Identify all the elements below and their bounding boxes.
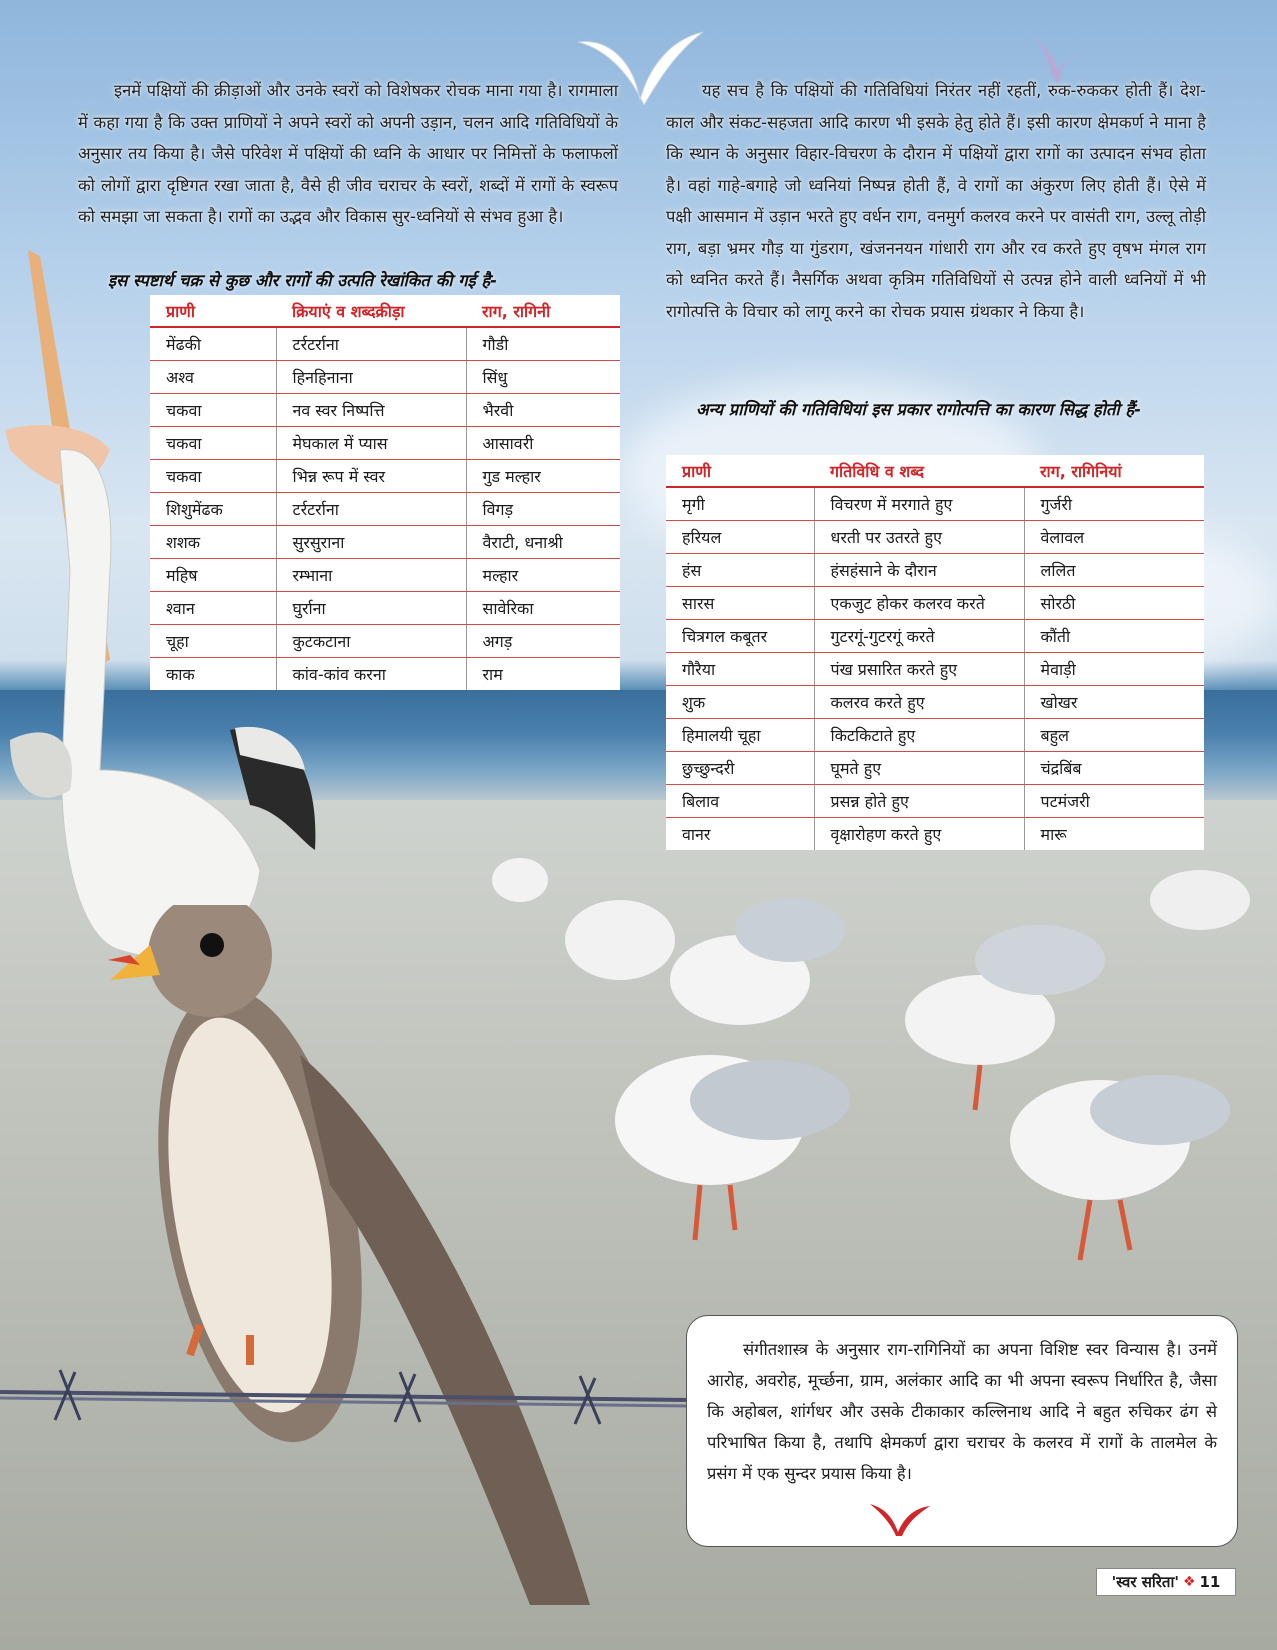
animal-cell: हरियल <box>666 520 814 553</box>
animal-cell: शुक <box>666 685 814 718</box>
animal-cell: छुच्छुन्दरी <box>666 751 814 784</box>
animal-cell: शशक <box>150 525 276 558</box>
column-header-raga: राग, रागिनियां <box>1024 455 1204 487</box>
activity-cell: धरती पर उतरते हुए <box>814 520 1024 553</box>
activity-cell: वृक्षारोहण करते हुए <box>814 817 1024 850</box>
activity-cell: मेघकाल में प्यास <box>276 426 466 459</box>
raga-cell: कौंती <box>1024 619 1204 652</box>
activity-cell: नव स्वर निष्पत्ति <box>276 393 466 426</box>
animal-cell: वानर <box>666 817 814 850</box>
table-row <box>150 327 620 360</box>
animal-cell: चकवा <box>150 459 276 492</box>
table-row <box>150 525 620 558</box>
table-row <box>666 619 1204 652</box>
activity-cell: सुरसुराना <box>276 525 466 558</box>
note-box-text: संगीतशास्त्र के अनुसार राग-रागिनियों का अपना विशिष्ट स्वर विन्यास है। उनमें आरोह, अवरोह, मूर्च्छना, ग्राम, अलंकार आदि का भी अपना स्वरूप निर्धारित है, जैसा कि अहोबल, शांर्गधर और उसके टीकाकार कल्लिनाथ आदि ने बहुत रुचिकर ढंग से परिभाषित किया है, तथापि क्षेमकर्ण द्वारा चराचर के कलरव में रागों के तालमेल के प्रसंग में एक सुन्दर प्रयास किया है। <box>707 1340 1217 1483</box>
column-header-animal: प्राणी <box>150 295 276 327</box>
sound-raga-table <box>150 295 620 690</box>
table-row <box>666 718 1204 751</box>
table-row <box>666 553 1204 586</box>
raga-cell: वैराटी, धनाश्री <box>466 525 620 558</box>
barbed-wire <box>0 1360 690 1430</box>
activity-cell: भिन्न रूप में स्वर <box>276 459 466 492</box>
table-row <box>666 586 1204 619</box>
raga-cell: सावेरिका <box>466 591 620 624</box>
animal-cell: चकवा <box>150 393 276 426</box>
animal-cell: मेंढकी <box>150 327 276 360</box>
raga-cell: मल्हार <box>466 558 620 591</box>
activity-cell: कलरव करते हुए <box>814 685 1024 718</box>
page-number: 11 <box>1199 1573 1221 1591</box>
animal-cell: गौरैया <box>666 652 814 685</box>
activity-cell: हिनहिनाना <box>276 360 466 393</box>
table-header-row <box>666 455 1204 487</box>
right-paragraph <box>666 75 1206 327</box>
note-box <box>686 1315 1238 1547</box>
activity-raga-table <box>666 455 1204 850</box>
table-row <box>150 591 620 624</box>
animal-cell: मृगी <box>666 487 814 520</box>
raga-cell: अगड़ <box>466 624 620 657</box>
activity-cell: हंसहंसाने के दौरान <box>814 553 1024 586</box>
column-header-animal: प्राणी <box>666 455 814 487</box>
table-row <box>666 520 1204 553</box>
table-row <box>666 487 1204 520</box>
right-paragraph-text: यह सच है कि पक्षियों की गतिविधियां निरंतर नहीं रहतीं, रुक-रुककर होती हैं। देश-काल और संकट-सहजता आदि कारण भी इसके हेतु होते हैं। इसी कारण क्षेमकर्ण ने माना है कि स्थान के अनुसार विहार-विचरण के दौरान में पक्षियों द्वारा रागों का उत्पादन संभव होता है। वहां गाहे-बगाहे जो ध्वनियां निष्पन्न होती हैं, वे रागों का अंकुरण लिए होती हैं। ऐसे में पक्षी आसमान में उड़ान भरते हुए वर्धन राग, वनमुर्ग कलरव करने पर वासंती राग, उल्लू तोड़ी राग, बड़ा भ्रमर गौड़ या गुंडराग, खंजननयन गांधारी राग और रव करते हुए वृषभ मंगल राग को ध्वनित करते हैं। नैसर्गिक अथवा कृत्रिम गतिविधियों से उत्पन्न होने वाली ध्वनियों में भी रागोत्पत्ति के विचार को लागू करने का रोचक प्रयास ग्रंथकार ने किया है। <box>666 81 1206 321</box>
activity-cell: कांव-कांव करना <box>276 657 466 690</box>
raga-cell: वेलावल <box>1024 520 1204 553</box>
red-bird-ornament-icon <box>870 1500 930 1536</box>
left-table-caption: इस स्पष्टार्थ चक्र से कुछ और रागों की उत्पति रेखांकित की गई है- <box>108 271 498 290</box>
seagulls-illustration <box>480 840 1277 1300</box>
raga-cell: सिंधु <box>466 360 620 393</box>
animal-cell: अश्व <box>150 360 276 393</box>
diamond-ornament-icon: ❖ <box>1182 1574 1196 1590</box>
raga-cell: चंद्रबिंब <box>1024 751 1204 784</box>
raga-cell: बहुल <box>1024 718 1204 751</box>
animal-cell: महिष <box>150 558 276 591</box>
activity-cell: घूमते हुए <box>814 751 1024 784</box>
table-row <box>666 784 1204 817</box>
animal-cell: चित्रगल कबूतर <box>666 619 814 652</box>
raga-cell: राम <box>482 664 503 684</box>
column-header-activity: क्रियाएं व शब्दक्रीड़ा <box>276 295 466 327</box>
table-row <box>666 817 1204 850</box>
activity-cell: गुटरगूं-गुटरगूं करते <box>814 619 1024 652</box>
activity-cell: टर्रटर्राना <box>276 492 466 525</box>
activity-cell: टर्रटर्राना <box>276 327 466 360</box>
raga-cell: ललित <box>1024 553 1204 586</box>
animal-cell: चकवा <box>150 426 276 459</box>
activity-cell: घुर्राना <box>276 591 466 624</box>
column-header-activity: गतिविधि व शब्द <box>814 455 1024 487</box>
raga-cell: मारू <box>1040 824 1067 844</box>
left-paragraph-text: इनमें पक्षियों की क्रीड़ाओं और उनके स्वरों को विशेषकर रोचक माना गया है। रागमाला में कहा गया है कि उक्त प्राणियों ने अपने स्वरों को अपनी उड़ान, चलन आदि गतिविधियों के अनुसार तय किया है। जैसे परिवेश में पक्षियों की ध्वनि के आधार पर निमित्तों के फलाफलों को लोगों द्वारा दृष्टिगत रखा जाता है, वैसे ही जीव चराचर के स्वरों, शब्दों में रागों के स्वरूप को समझा जा सकता है। रागों का उद्भव और विकास सुर-ध्वनियों से संभव हुआ है। <box>78 81 618 226</box>
raga-cell: आसावरी <box>466 426 620 459</box>
animal-cell: काक <box>150 657 276 690</box>
animal-cell: सारस <box>666 586 814 619</box>
raga-cell: सोरठी <box>1024 586 1204 619</box>
table-row <box>150 492 620 525</box>
animal-cell: शिशुमेंढक <box>150 492 276 525</box>
animal-cell: हंस <box>666 553 814 586</box>
activity-cell: किटकिटाते हुए <box>814 718 1024 751</box>
table-row <box>666 685 1204 718</box>
raga-cell: गुड मल्हार <box>466 459 620 492</box>
activity-cell: प्रसन्न होते हुए <box>814 784 1024 817</box>
table-row <box>150 360 620 393</box>
left-paragraph <box>78 75 618 233</box>
table-header-row <box>150 295 620 327</box>
table-row <box>150 558 620 591</box>
activity-cell: विचरण में मरगाते हुए <box>814 487 1024 520</box>
magazine-name: 'स्वर सरिता' <box>1111 1573 1179 1591</box>
raga-cell: भैरवी <box>466 393 620 426</box>
table-row <box>150 624 620 657</box>
right-table-caption: अन्य प्राणियों की गतिविधियां इस प्रकार रागोत्पत्ति का कारण सिद्ध होती हैं- <box>696 400 1141 419</box>
animal-cell: हिमालयी चूहा <box>666 718 814 751</box>
table-row <box>150 459 620 492</box>
raga-cell: गौडी <box>466 327 620 360</box>
activity-cell: पंख प्रसारित करते हुए <box>814 652 1024 685</box>
raga-cell: पटमंजरी <box>1024 784 1204 817</box>
table-row <box>150 426 620 459</box>
raga-cell: मेवाड़ी <box>1024 652 1204 685</box>
activity-cell: कुटकटाना <box>276 624 466 657</box>
table-row <box>150 657 620 690</box>
raga-cell: गुर्जरी <box>1024 487 1204 520</box>
activity-cell: रम्भाना <box>276 558 466 591</box>
animal-cell: श्वान <box>150 591 276 624</box>
table-row <box>666 652 1204 685</box>
page-footer <box>1096 1568 1236 1596</box>
raga-cell: खोखर <box>1024 685 1204 718</box>
raga-cell: विगड़ <box>466 492 620 525</box>
activity-cell: एकजुट होकर कलरव करते <box>814 586 1024 619</box>
animal-cell: चूहा <box>150 624 276 657</box>
table-row <box>666 751 1204 784</box>
column-header-raga: राग, रागिनी <box>466 295 620 327</box>
animal-cell: बिलाव <box>666 784 814 817</box>
table-row <box>150 393 620 426</box>
